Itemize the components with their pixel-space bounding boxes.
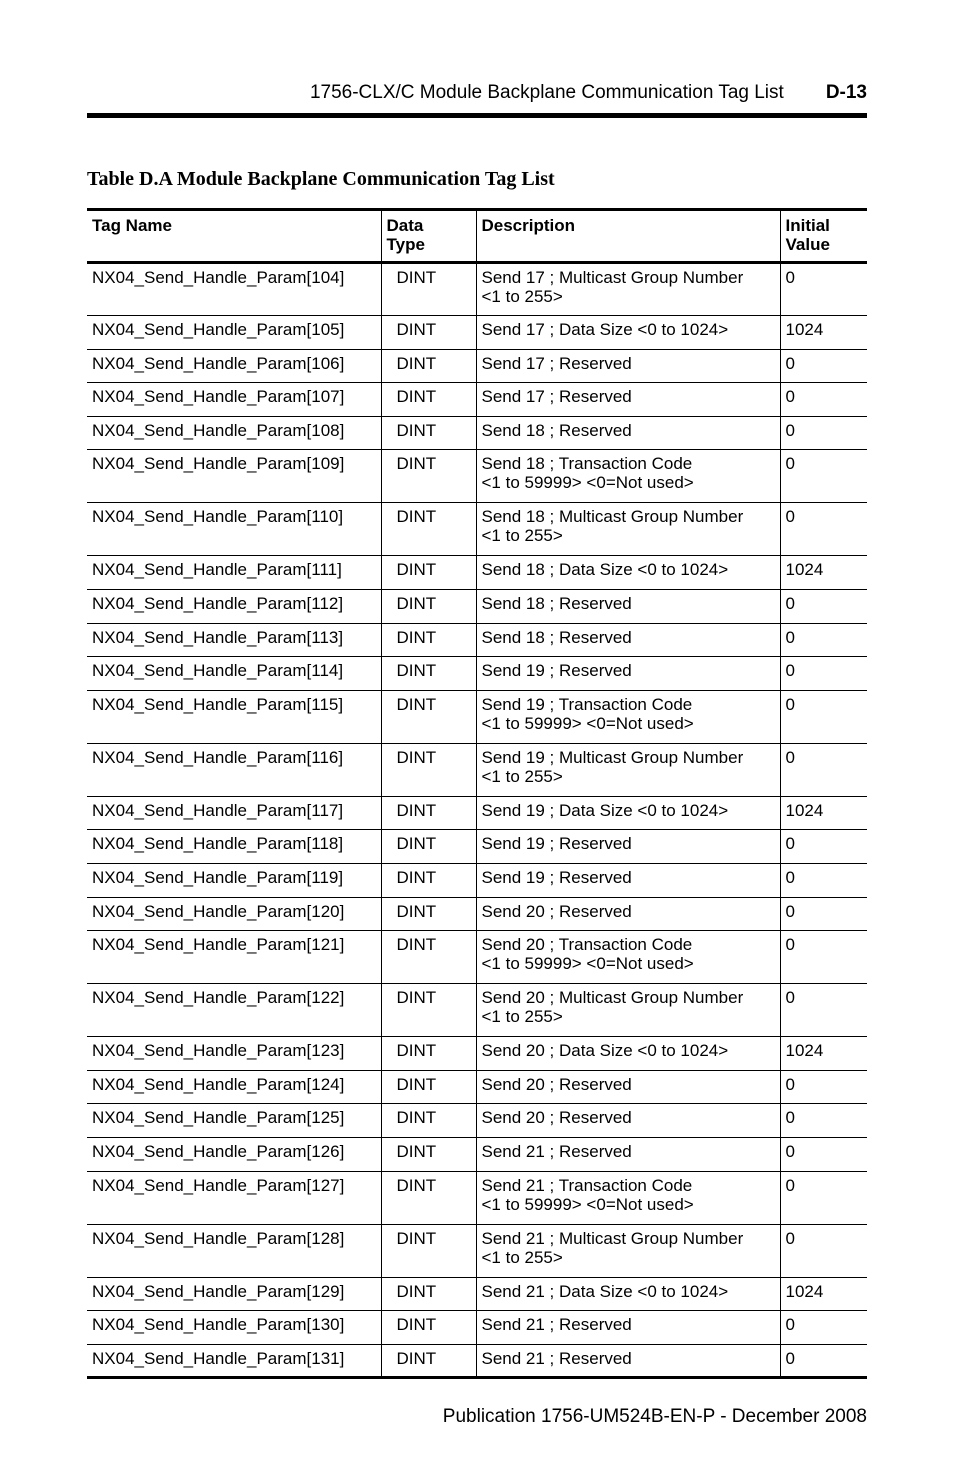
tag-name-cell: NX04_Send_Handle_Param[107] [87,383,381,417]
table-row [87,263,867,316]
tag-name-cell: NX04_Send_Handle_Param[112] [87,589,381,623]
initial-value-cell: 1024 [780,316,867,350]
table-row [87,743,867,796]
description-line: Send 20 ; Transaction Code [481,935,693,955]
description-cell [476,349,780,383]
description-line: Send 19 ; Multicast Group Number [481,747,744,767]
table-row [87,830,867,864]
data-type-cell: DINT [381,1171,476,1224]
initial-value-cell: 0 [780,1137,867,1171]
data-type-cell: DINT [381,1037,476,1071]
data-type-cell: DINT [381,503,476,556]
data-type-cell: DINT [381,450,476,503]
table-row [87,1137,867,1171]
description-cell [476,1311,780,1345]
table-row [87,316,867,350]
initial-value-cell: 0 [780,416,867,450]
description-cell [476,1037,780,1071]
data-type-cell: DINT [381,657,476,691]
description-cell [476,416,780,450]
initial-value-cell: 0 [780,863,867,897]
description-line: <1 to 255> [481,287,563,306]
table-row [87,416,867,450]
initial-value-cell: 0 [780,690,867,743]
tag-table [87,208,867,1379]
description-cell [476,1104,780,1138]
table-row [87,796,867,830]
table-row [87,1344,867,1378]
table-row [87,897,867,931]
tag-name-cell: NX04_Send_Handle_Param[129] [87,1277,381,1311]
description-line: Send 18 ; Multicast Group Number [481,507,744,527]
tag-name-cell: NX04_Send_Handle_Param[122] [87,984,381,1037]
tag-name-cell: NX04_Send_Handle_Param[104] [87,263,381,316]
description-cell [476,503,780,556]
table-row [87,984,867,1037]
table-row [87,1224,867,1277]
data-type-cell: DINT [381,263,476,316]
initial-value-cell: 1024 [780,1277,867,1311]
data-type-cell: DINT [381,383,476,417]
description-cell [476,1070,780,1104]
table-row [87,1104,867,1138]
description-line: Send 19 ; Reserved [481,834,632,854]
description-line: Send 21 ; Reserved [481,1141,632,1161]
data-type-cell: DINT [381,416,476,450]
description-line: Send 19 ; Reserved [481,661,632,681]
data-type-cell: DINT [381,1104,476,1138]
tag-name-cell: NX04_Send_Handle_Param[127] [87,1171,381,1224]
description-line: <1 to 255> [481,766,563,786]
table-row [87,589,867,623]
description-line: <1 to 255> [481,526,563,546]
description-line: Send 19 ; Transaction Code [481,694,693,714]
description-line: Send 21 ; Multicast Group Number [481,1228,744,1248]
column-header-data-type: Data Type [381,210,476,263]
data-type-cell: DINT [381,897,476,931]
data-type-cell: DINT [381,623,476,657]
description-line: Send 19 ; Data Size <0 to 1024> [481,800,729,820]
initial-value-cell: 1024 [780,1037,867,1071]
description-line: <1 to 59999> <0=Not used> [481,473,694,493]
table-row [87,503,867,556]
header-title: 1756-CLX/C Module Backplane Communication Tag List [309,82,784,103]
description-line: Send 18 ; Reserved [481,420,632,440]
publication-footer: Publication 1756-UM524B-EN-P - December 2008 [442,1406,867,1427]
initial-value-cell: 0 [780,897,867,931]
initial-value-cell: 0 [780,623,867,657]
data-type-cell: DINT [381,1224,476,1277]
description-cell [476,383,780,417]
initial-value-cell: 1024 [780,796,867,830]
description-line: Send 21 ; Data Size <0 to 1024> [481,1281,729,1301]
table-row [87,1037,867,1071]
initial-value-cell: 0 [780,830,867,864]
header-rule [87,113,867,118]
description-line: Send 18 ; Data Size <0 to 1024> [481,560,729,580]
initial-value-cell: 0 [780,1344,867,1378]
description-line: Send 21 ; Reserved [481,1348,632,1368]
description-cell [476,984,780,1037]
page-header [87,80,867,106]
initial-value-cell: 0 [780,1224,867,1277]
data-type-cell: DINT [381,690,476,743]
table-row [87,1311,867,1345]
data-type-cell: DINT [381,589,476,623]
table-row [87,623,867,657]
description-line: <1 to 59999> <0=Not used> [481,1194,694,1214]
data-type-cell: DINT [381,830,476,864]
description-line: Send 19 ; Reserved [481,867,632,887]
tag-name-cell: NX04_Send_Handle_Param[131] [87,1344,381,1378]
tag-name-cell: NX04_Send_Handle_Param[119] [87,863,381,897]
table-row [87,657,867,691]
initial-value-cell: 0 [780,984,867,1037]
initial-value-cell: 0 [780,1104,867,1138]
description-line: Send 18 ; Reserved [481,627,632,647]
initial-value-cell: 0 [780,1070,867,1104]
data-type-cell: DINT [381,556,476,590]
data-type-cell: DINT [381,1311,476,1345]
table-row [87,383,867,417]
description-line: Send 17 ; Reserved [481,387,632,407]
table-row [87,863,867,897]
tag-name-cell: NX04_Send_Handle_Param[108] [87,416,381,450]
description-cell [476,556,780,590]
data-type-cell: DINT [381,316,476,350]
description-line: Send 20 ; Reserved [481,1074,632,1094]
tag-name-cell: NX04_Send_Handle_Param[123] [87,1037,381,1071]
description-line: Send 20 ; Data Size <0 to 1024> [481,1041,729,1061]
table-row [87,450,867,503]
description-cell [476,623,780,657]
description-cell [476,830,780,864]
tag-name-cell: NX04_Send_Handle_Param[105] [87,316,381,350]
data-type-cell: DINT [381,1277,476,1311]
description-line: Send 18 ; Reserved [481,593,632,613]
column-header-tag-name: Tag Name [87,210,381,263]
tag-name-cell: NX04_Send_Handle_Param[118] [87,830,381,864]
tag-name-cell: NX04_Send_Handle_Param[106] [87,349,381,383]
description-cell [476,1277,780,1311]
tag-name-cell: NX04_Send_Handle_Param[117] [87,796,381,830]
description-cell [476,1137,780,1171]
column-header-initial-value: Initial Value [785,216,830,254]
description-line: Send 17 ; Data Size <0 to 1024> [481,320,729,339]
description-cell [476,931,780,984]
tag-name-cell: NX04_Send_Handle_Param[126] [87,1137,381,1171]
table-body [87,263,867,1378]
initial-value-cell: 0 [780,743,867,796]
description-cell [476,1344,780,1378]
initial-value-cell: 0 [780,589,867,623]
tag-name-cell: NX04_Send_Handle_Param[130] [87,1311,381,1345]
description-line: <1 to 255> [481,1007,563,1027]
description-line: <1 to 255> [481,1247,563,1267]
table-row [87,931,867,984]
data-type-cell: DINT [381,743,476,796]
tag-name-cell: NX04_Send_Handle_Param[120] [87,897,381,931]
description-line: Send 20 ; Reserved [481,901,632,921]
tag-name-cell: NX04_Send_Handle_Param[115] [87,690,381,743]
initial-value-cell: 0 [780,503,867,556]
description-cell [476,316,780,350]
data-type-cell: DINT [381,931,476,984]
description-line: Send 21 ; Reserved [481,1315,632,1335]
description-cell [476,1224,780,1277]
description-line: Send 17 ; Multicast Group Number [481,268,744,287]
initial-value-cell: 0 [780,1311,867,1345]
initial-value-cell: 0 [780,450,867,503]
description-cell [476,743,780,796]
description-line: Send 17 ; Reserved [481,353,632,373]
page-number: D-13 [825,82,867,103]
description-cell [476,589,780,623]
tag-name-cell: NX04_Send_Handle_Param[109] [87,450,381,503]
description-line: <1 to 59999> <0=Not used> [481,713,694,733]
table-row [87,1277,867,1311]
description-cell [476,690,780,743]
column-header-description: Description [476,210,780,263]
data-type-cell: DINT [381,863,476,897]
description-line: Send 18 ; Transaction Code [481,454,693,474]
data-type-cell: DINT [381,796,476,830]
data-type-cell: DINT [381,1137,476,1171]
description-line: Send 20 ; Reserved [481,1108,632,1128]
description-cell [476,1171,780,1224]
initial-value-cell: 0 [780,931,867,984]
description-line: Send 21 ; Transaction Code [481,1175,693,1195]
initial-value-cell: 0 [780,657,867,691]
initial-value-cell: 0 [785,268,795,287]
tag-name-cell: NX04_Send_Handle_Param[124] [87,1070,381,1104]
initial-value-cell: 0 [780,1171,867,1224]
description-cell [476,657,780,691]
tag-name-cell: NX04_Send_Handle_Param[113] [87,623,381,657]
initial-value-cell: 0 [780,349,867,383]
tag-name-cell: NX04_Send_Handle_Param[125] [87,1104,381,1138]
description-line: Send 20 ; Multicast Group Number [481,988,744,1008]
table-row [87,1070,867,1104]
description-cell [476,263,780,316]
tag-name-cell: NX04_Send_Handle_Param[111] [87,556,381,590]
data-type-cell: DINT [381,1344,476,1378]
data-type-cell: DINT [381,349,476,383]
table-row [87,1171,867,1224]
tag-name-cell: NX04_Send_Handle_Param[110] [87,503,381,556]
table-row [87,690,867,743]
table-caption: Table D.A Module Backplane Communication Tag List [87,168,555,190]
initial-value-cell: 1024 [780,556,867,590]
tag-name-cell: NX04_Send_Handle_Param[128] [87,1224,381,1277]
description-cell [476,796,780,830]
initial-value-cell: 0 [780,383,867,417]
description-cell [476,450,780,503]
description-cell [476,897,780,931]
data-type-cell: DINT [381,1070,476,1104]
tag-name-cell: NX04_Send_Handle_Param[116] [87,743,381,796]
table-row [87,349,867,383]
table-row [87,556,867,590]
data-type-cell: DINT [381,984,476,1037]
table-header-row [87,210,867,263]
description-cell [476,863,780,897]
description-line: <1 to 59999> <0=Not used> [481,954,694,974]
tag-name-cell: NX04_Send_Handle_Param[114] [87,657,381,691]
tag-name-cell: NX04_Send_Handle_Param[121] [87,931,381,984]
